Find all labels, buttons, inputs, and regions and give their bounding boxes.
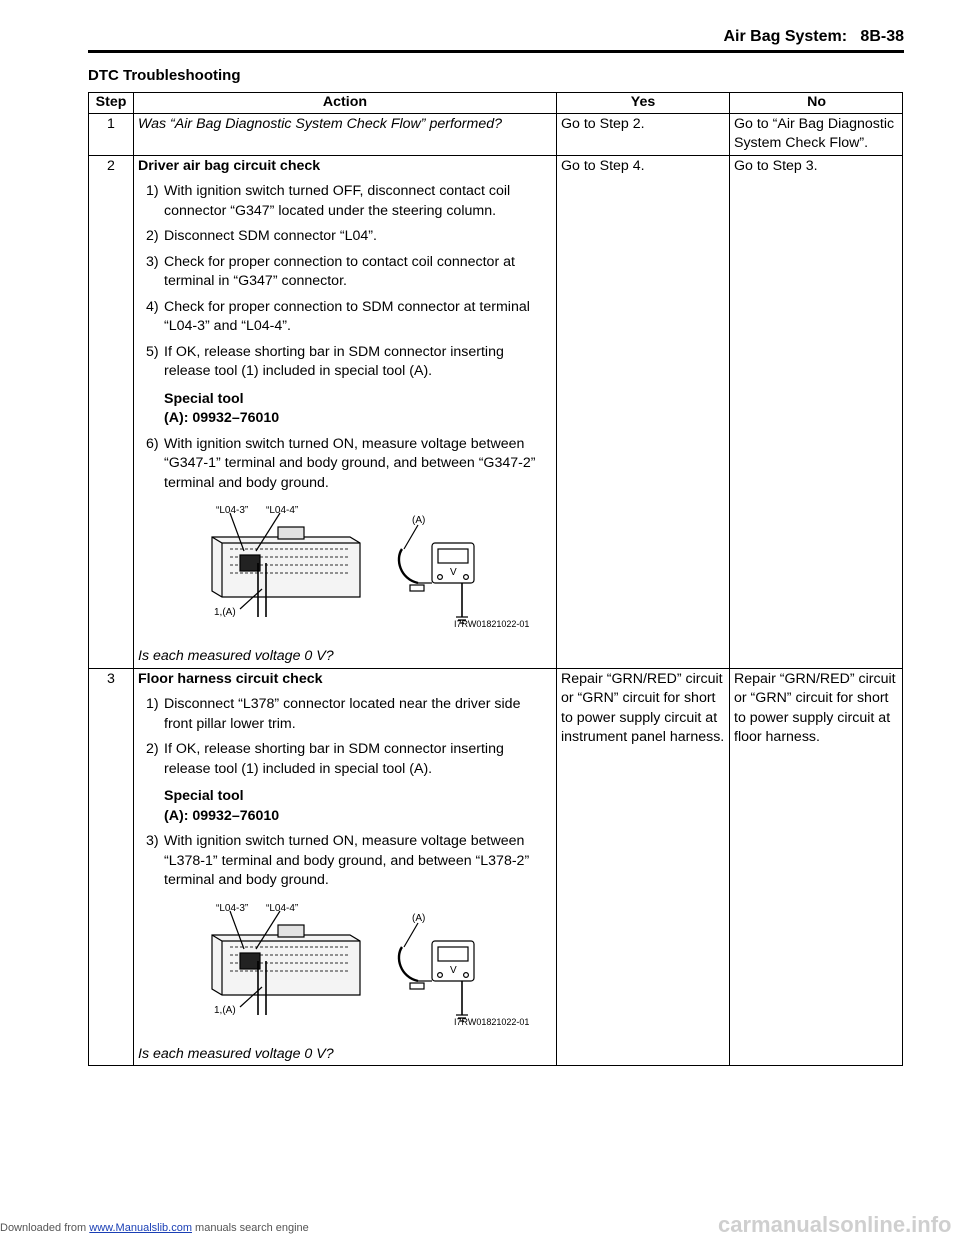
watermark: carmanualsonline.info (718, 1212, 952, 1237)
step-action (134, 113, 557, 155)
list-item: 6) With ignition switch turned ON, measure voltage between “G347-1” terminal and body ground, and between “G347-2” terminal and body ground. (146, 435, 536, 491)
figure-label-l04-4: “L04-4” (266, 505, 299, 516)
figure-label-l04-3: “L04-3” (216, 902, 249, 914)
connector-diagram (200, 897, 540, 1045)
meter-label: V (450, 567, 457, 578)
connector-figure (200, 499, 540, 647)
page-footer (0, 1222, 309, 1234)
figure-label-l04-3: “L04-3” (216, 505, 249, 516)
list-item: 2) If OK, release shorting bar in SDM connector inserting release tool (1) included in special tool (A). (146, 741, 504, 777)
special-tool-value: (A): 09932–76010 (164, 807, 280, 824)
step-no: Go to “Air Bag Diagnostic System Check Flow”. (730, 113, 903, 155)
figure-label-tool: (A) (412, 515, 426, 526)
special-tool (164, 787, 552, 826)
connector-figure (200, 897, 540, 1045)
col-no: No (730, 93, 903, 114)
footer-prefix: Downloaded from (0, 1222, 90, 1234)
step-yes: Go to Step 4. (557, 155, 730, 668)
table-header-row (89, 93, 903, 114)
step-yes: Go to Step 2. (557, 113, 730, 155)
special-tool-label: Special tool (164, 390, 244, 407)
step-question: Is each measured voltage 0 V? (138, 1045, 334, 1062)
special-tool-label: Special tool (164, 788, 244, 804)
figure-code: I7RW01821022-01 (454, 619, 530, 629)
connector-diagram (200, 499, 540, 647)
table-row (89, 668, 903, 1066)
col-yes: Yes (557, 93, 730, 114)
step-question: Is each measured voltage 0 V? (138, 648, 334, 664)
header-title: Air Bag System: (723, 28, 848, 45)
dtc-table (88, 92, 903, 1066)
figure-label-1a: 1,(A) (214, 607, 236, 618)
step-number: 2 (89, 155, 134, 668)
table-row (89, 155, 903, 668)
step-no: Go to Step 3. (730, 155, 903, 668)
step-number: 1 (89, 113, 134, 155)
manualslib-link[interactable]: www.Manualslib.com (89, 1222, 192, 1234)
step-question: Was “Air Bag Diagnostic System Check Flow” performed? (138, 115, 503, 132)
step-action (134, 668, 557, 1066)
footer-suffix: manuals search engine (191, 1222, 309, 1234)
meter-label: V (450, 964, 457, 976)
page-number: 8B-38 (860, 28, 904, 45)
list-item: 3) Check for proper connection to contact coil connector at terminal in “G347” connector. (146, 253, 515, 289)
list-item: 2) Disconnect SDM connector “L04”. (146, 228, 377, 244)
page-header (0, 28, 904, 46)
special-tool-value: (A): 09932–76010 (164, 410, 280, 426)
step-heading: Driver air bag circuit check (138, 157, 321, 174)
step-action (134, 155, 557, 668)
figure-label-1a: 1,(A) (214, 1004, 236, 1016)
figure-label-l04-4: “L04-4” (266, 902, 299, 914)
col-action: Action (134, 93, 557, 114)
special-tool (164, 390, 552, 429)
figure-label-tool: (A) (412, 912, 426, 924)
list-item: 1) Disconnect “L378” connector located near the driver side front pillar lower trim. (146, 696, 521, 732)
col-step: Step (89, 93, 134, 114)
list-item: 5) If OK, release shorting bar in SDM connector inserting release tool (1) included in special tool (A). (146, 343, 504, 379)
step-number: 3 (89, 668, 134, 1066)
list-item: 1) With ignition switch turned OFF, disconnect contact coil connector “G347” located under the steering column. (146, 183, 511, 219)
list-item: 3) With ignition switch turned ON, measure voltage between “L378-1” terminal and body ground, and between “L378-2” terminal and body ground. (146, 833, 530, 888)
list-item: 4) Check for proper connection to SDM connector at terminal “L04-3” and “L04-4”. (146, 298, 530, 334)
step-no: Repair “GRN/RED” circuit or “GRN” circuit for short to power supply circuit at floor harness. (730, 668, 903, 1066)
header-rule (88, 50, 904, 53)
figure-code: I7RW01821022-01 (454, 1016, 530, 1027)
step-yes: Repair “GRN/RED” circuit or “GRN” circuit for short to power supply circuit at instrument panel harness. (557, 668, 730, 1066)
table-row (89, 113, 903, 155)
section-title: DTC Troubleshooting (88, 67, 241, 84)
step-heading: Floor harness circuit check (138, 670, 323, 687)
